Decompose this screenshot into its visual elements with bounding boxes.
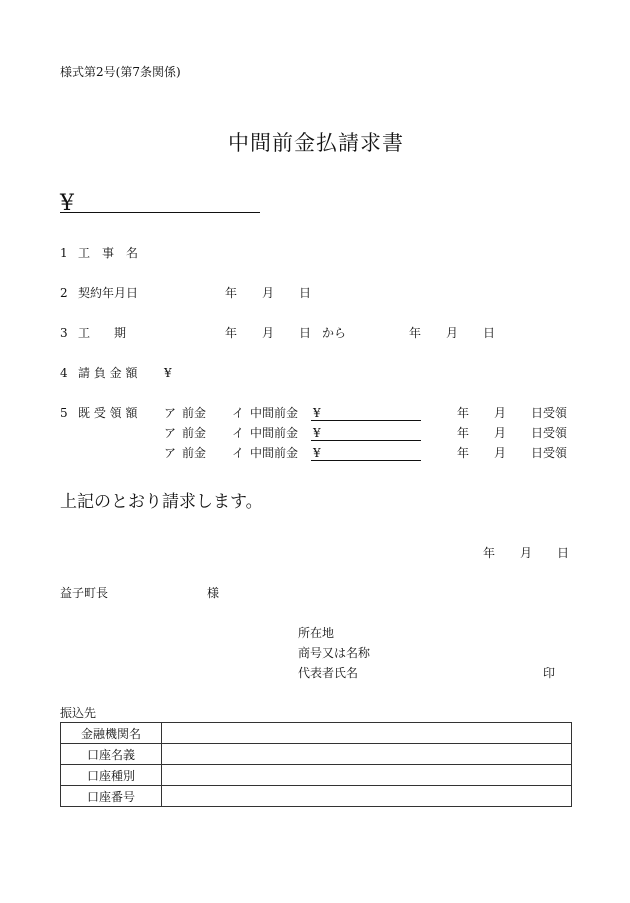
item-4-number: 4 (60, 366, 68, 380)
item-3-month-end: 月 (446, 326, 459, 340)
received-row-maekin: 前金 (182, 406, 207, 420)
item-1-label: 工 事 名 (78, 246, 139, 260)
received-row-amount-line (311, 420, 421, 421)
received-row-day: 日受領 (531, 446, 568, 460)
item-3-day-end: 日 (483, 326, 496, 340)
received-row-yen: ¥ (313, 426, 321, 440)
item-2-day: 日 (299, 286, 312, 300)
table-row (61, 786, 572, 807)
table-row (61, 765, 572, 786)
item-2-month: 月 (262, 286, 275, 300)
item-2-year: 年 (225, 286, 238, 300)
bank-name-label: 金融機関名 (61, 723, 162, 744)
applicant-company-label: 商号又は名称 (298, 646, 371, 660)
received-row-month: 月 (494, 406, 507, 420)
request-statement: 上記のとおり請求します。 (60, 492, 263, 512)
bank-name-value[interactable] (162, 723, 572, 744)
received-row-maekin: 前金 (182, 446, 207, 460)
item-1-number: 1 (60, 246, 68, 260)
bank-table (60, 722, 572, 807)
received-row-chukan: 中間前金 (250, 446, 299, 460)
applicant-address-label: 所在地 (298, 626, 335, 640)
received-row-year: 年 (457, 446, 470, 460)
received-row-i: イ (232, 406, 245, 420)
bank-caption: 振込先 (60, 706, 97, 720)
account-number-value[interactable] (162, 786, 572, 807)
account-holder-value[interactable] (162, 744, 572, 765)
received-row-a: ア (164, 446, 177, 460)
item-2-label: 契約年月日 (78, 286, 139, 300)
received-row-amount-line (311, 460, 421, 461)
received-row-i: イ (232, 446, 245, 460)
item-3-kara: から (322, 326, 347, 340)
item-5-number: 5 (60, 406, 68, 420)
item-2-number: 2 (60, 286, 68, 300)
item-3-month: 月 (262, 326, 275, 340)
received-row-yen: ¥ (313, 446, 321, 460)
item-3-number: 3 (60, 326, 68, 340)
table-row (61, 723, 572, 744)
received-row-amount-line (311, 440, 421, 441)
account-number-label: 口座番号 (61, 786, 162, 807)
request-date-year: 年 (483, 546, 496, 560)
received-row-chukan: 中間前金 (250, 406, 299, 420)
amount-yen-sign: ¥ (60, 191, 74, 216)
received-row-year: 年 (457, 426, 470, 440)
document-title: 中間前金払請求書 (228, 131, 404, 155)
received-row-maekin: 前金 (182, 426, 207, 440)
received-row-month: 月 (494, 426, 507, 440)
received-row-day: 日受領 (531, 406, 568, 420)
request-date-month: 月 (520, 546, 533, 560)
received-row-year: 年 (457, 406, 470, 420)
item-3-year-end: 年 (409, 326, 422, 340)
received-row-a: ア (164, 406, 177, 420)
request-date-day: 日 (557, 546, 570, 560)
addressee-name: 益子町長 (60, 586, 109, 600)
item-3-label: 工 期 (78, 326, 127, 340)
applicant-representative-label: 代表者氏名 (298, 666, 359, 680)
received-row-i: イ (232, 426, 245, 440)
form-number: 様式第2号(第7条関係) (60, 65, 181, 79)
received-row-month: 月 (494, 446, 507, 460)
received-row-yen: ¥ (313, 406, 321, 420)
item-4-yen: ¥ (164, 366, 172, 380)
received-row-a: ア (164, 426, 177, 440)
addressee-honorific: 様 (207, 586, 220, 600)
received-row-day: 日受領 (531, 426, 568, 440)
item-5-label: 既 受 領 額 (78, 406, 138, 420)
table-row (61, 744, 572, 765)
amount-underline (60, 212, 260, 213)
account-holder-label: 口座名義 (61, 744, 162, 765)
item-4-label: 請 負 金 額 (78, 366, 138, 380)
seal-mark: 印 (543, 666, 556, 680)
received-row-chukan: 中間前金 (250, 426, 299, 440)
account-type-value[interactable] (162, 765, 572, 786)
account-type-label: 口座種別 (61, 765, 162, 786)
item-3-year: 年 (225, 326, 238, 340)
item-3-day: 日 (299, 326, 312, 340)
